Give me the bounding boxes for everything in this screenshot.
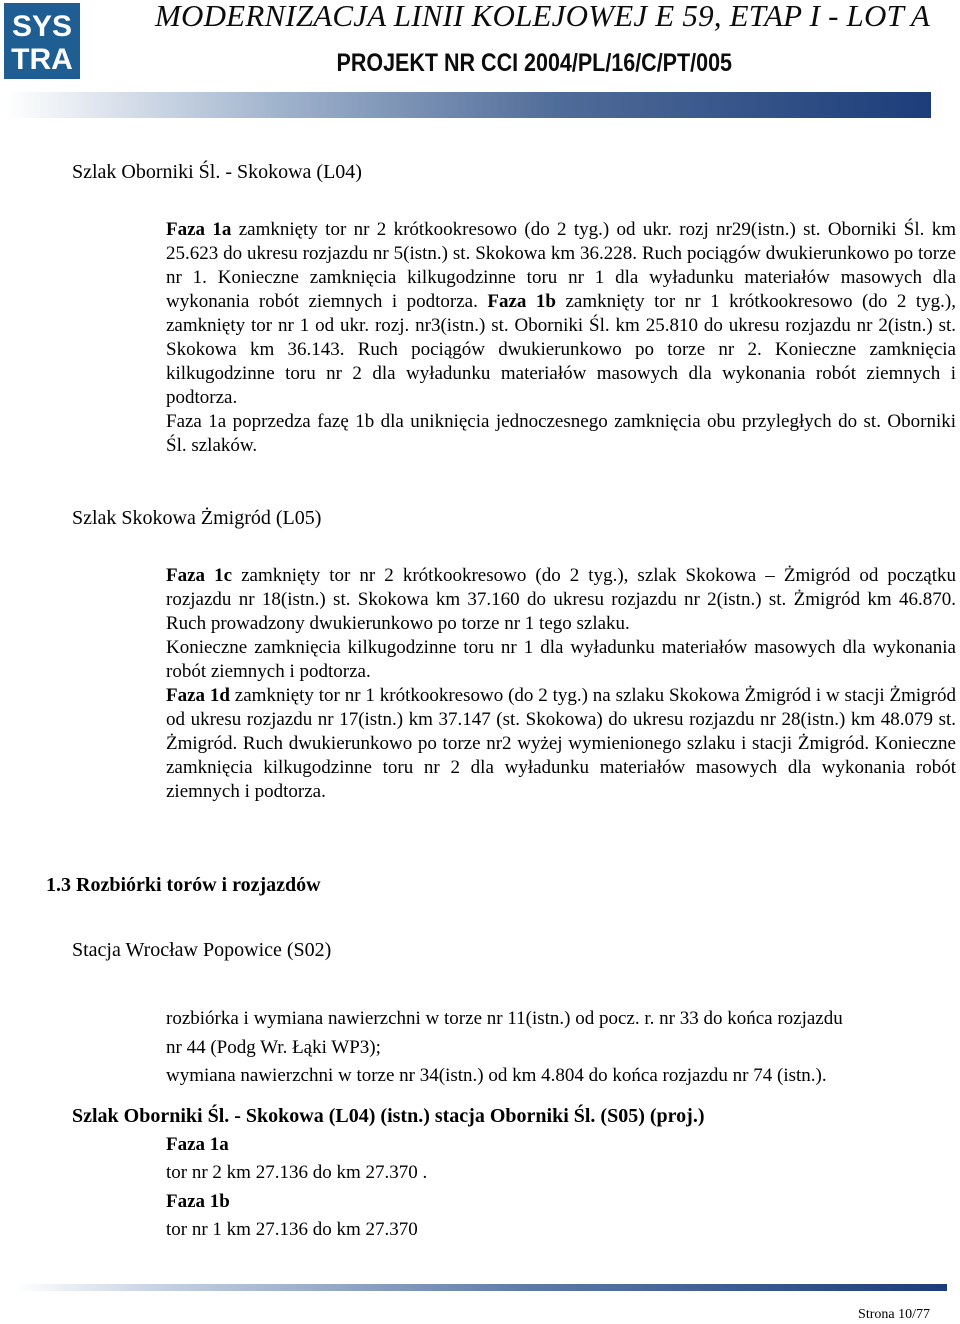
systra-logo-mark bbox=[4, 3, 80, 79]
s02-line-1: rozbiórka i wymiana nawierzchni w torze nr 11(istn.) od pocz. r. nr 33 do końca rozjazdu bbox=[166, 1008, 843, 1029]
header-project-number: PROJEKT NR CCI 2004/PL/16/C/PT/005 bbox=[336, 49, 732, 77]
phase-label-1b: Faza 1b bbox=[487, 291, 556, 312]
paragraph-faza-1c bbox=[166, 564, 956, 636]
phase-label-1d: Faza 1d bbox=[166, 685, 230, 706]
paragraph-phase-order: Faza 1a poprzedza fazę 1b dla uniknięcia jednoczesnego zamknięcia obu przyległych do st. Oborniki Śl. szlaków. bbox=[166, 411, 956, 456]
s05-phase-1a-text: tor nr 2 km 27.136 do km 27.370 . bbox=[166, 1162, 428, 1183]
paragraph-closures: Konieczne zamknięcia kilkugodzinne toru nr 1 dla wyładunku materiałów masowych dla wykonania robót ziemnych i podtorza. bbox=[166, 637, 956, 682]
section-body-l04 bbox=[166, 218, 956, 458]
phase-text-1a: zamknięty tor nr 2 krótkookresowo (do 2 tyg.) od ukr. rozj nr29(istn.) st. Oborniki Śl. km 25.623 do ukresu rozjazdu nr 5(istn.) st. Skokowa km 36.228. Ruch pociągów dwukierunkowo po torze nr 1. Konieczne zamknięcia kilkugodzinne toru nr 1 dla wyładunku materiałów masowych dla wykonania robót ziemnych i podtorza. bbox=[166, 219, 956, 312]
header-title: MODERNIZACJA LINII KOLEJOWEJ E 59, ETAP I - LOT A bbox=[154, 0, 930, 33]
phase-text-1c: zamknięty tor nr 2 krótkookresowo (do 2 tyg.), szlak Skokowa – Żmigród od początku rozjazdu nr 18(istn.) st. Skokowa km 37.160 do ukresu rozjazdu nr 2(istn.) st. Żmigród km 46.870. Ruch prowadzony dwukierunkowo po torze nr 1 tego szlaku. bbox=[166, 565, 956, 634]
s05-phase-1b-label: Faza 1b bbox=[166, 1191, 230, 1212]
section-heading-s05: Szlak Oborniki Śl. - Skokowa (L04) (istn.) stacja Oborniki Śl. (S05) (proj.) bbox=[72, 1105, 705, 1127]
section-heading-l04: Szlak Oborniki Śl. - Skokowa (L04) bbox=[72, 161, 362, 183]
paragraph-faza-1a-1b bbox=[166, 218, 956, 410]
logo-text-bottom: TRA bbox=[11, 43, 73, 76]
section-title-text: Rozbiórki torów i rozjazdów bbox=[76, 874, 321, 896]
phase-text-1d: zamknięty tor nr 1 krótkookresowo (do 2 tyg.) na szlaku Skokowa Żmigród i w stacji Żmigród od ukresu rozjazdu nr 17(istn.) km 37.147 (st. Skokowa) do ukresu rozjazdu nr 28(istn.) km 48.079 st. Żmigród. Ruch dwukierunkowo po torze nr2 wyżej wymienionego szlaku i stacji Żmigród. Konieczne zamknięcia kilkugodzinne toru nr 2 dla wyładunku materiałów masowych dla wykonania robót ziemnych i podtorza. bbox=[166, 685, 956, 802]
page-number: Strona 10/77 bbox=[858, 1307, 930, 1322]
section-heading-s02: Stacja Wrocław Popowice (S02) bbox=[72, 939, 332, 961]
s05-phase-1b-text: tor nr 1 km 27.136 do km 27.370 bbox=[166, 1219, 418, 1240]
systra-logo bbox=[4, 3, 80, 79]
paragraph-faza-1d bbox=[166, 684, 956, 804]
s02-line-3: wymiana nawierzchni w torze nr 34(istn.) od km 4.804 do końca rozjazdu nr 74 (istn.). bbox=[166, 1065, 827, 1086]
footer-gradient-bar bbox=[14, 1284, 947, 1291]
s05-phase-1a-label: Faza 1a bbox=[166, 1134, 229, 1155]
logo-text-top: SYS bbox=[11, 10, 73, 43]
section-body-l05 bbox=[166, 564, 956, 804]
section-number: 1.3 bbox=[46, 874, 71, 896]
section-heading-l05: Szlak Skokowa Żmigród (L05) bbox=[72, 507, 322, 529]
phase-label-1a: Faza 1a bbox=[166, 219, 232, 240]
phase-label-1c: Faza 1c bbox=[166, 565, 233, 586]
phase-text-1b: zamknięty tor nr 1 krótkookresowo (do 2 tyg.), zamknięty tor nr 1 od ukr. rozj. nr3(istn.) st. Oborniki Śl. km 25.810 do ukresu rozjazdu nr 2(istn.) st. Skokowa km 36.143. Ruch pociągów dwukierunkowo po torze nr 2. Konieczne zamknięcia kilkugodzinne toru nr 2 dla wyładunku materiałów masowych dla wykonania robót ziemnych i podtorza. bbox=[166, 291, 957, 408]
header-gradient-bar bbox=[5, 92, 931, 118]
section-title-1-3 bbox=[46, 873, 321, 897]
s02-line-2: nr 44 (Podg Wr. Łąki WP3); bbox=[166, 1037, 381, 1058]
